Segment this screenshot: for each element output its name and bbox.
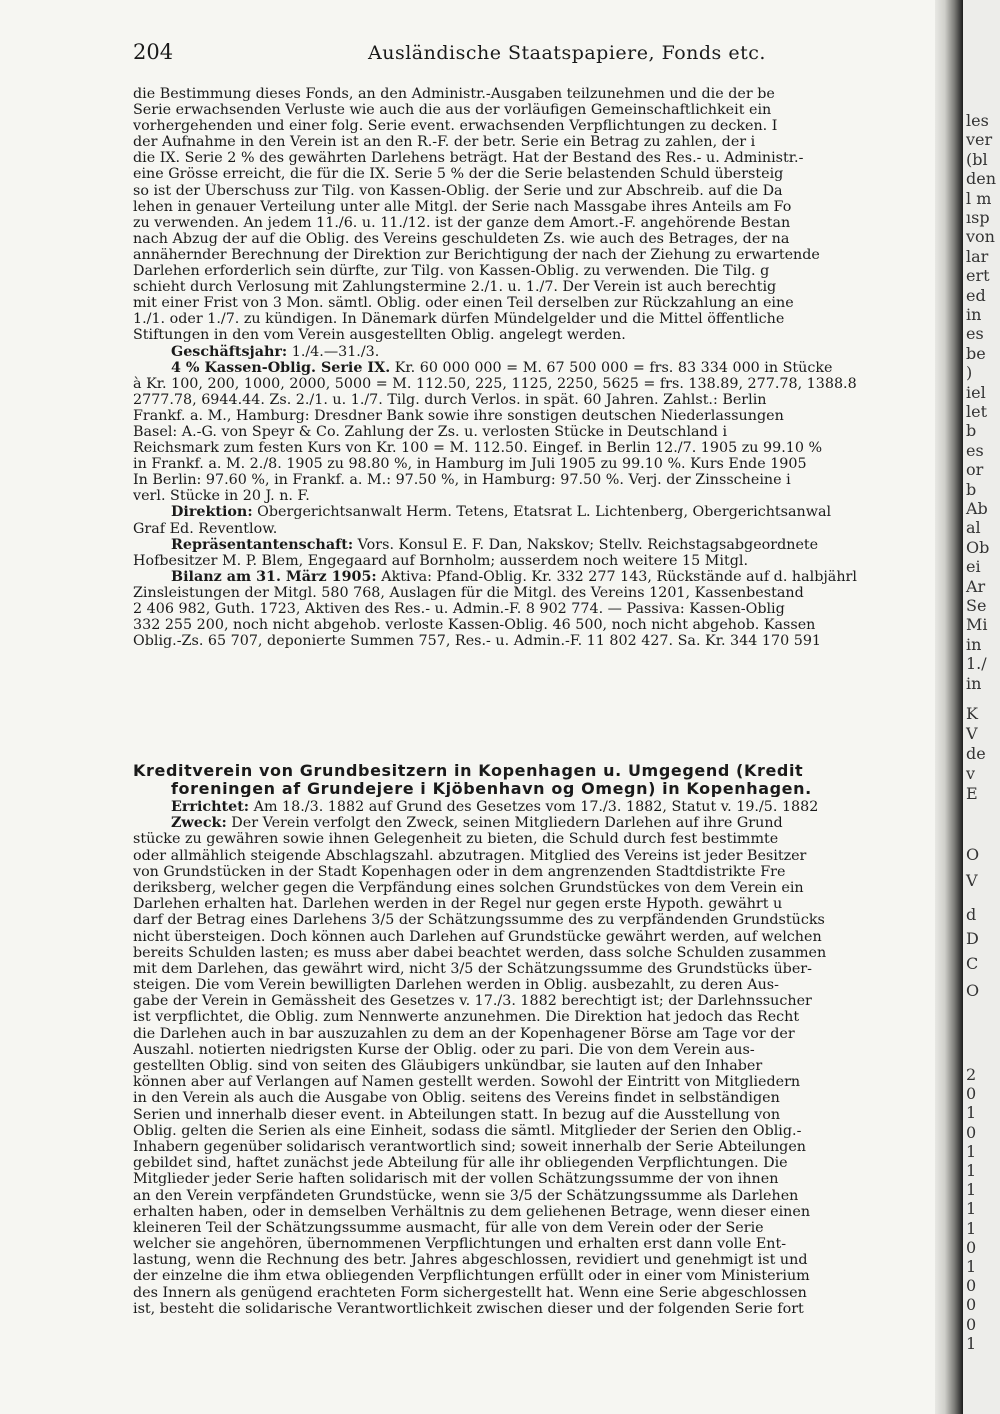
- line-text: kleineren Teil der Schätzungssumme ausmacht, für alle von dem Verein oder der Serie: [133, 1219, 764, 1236]
- text-line: [133, 1058, 933, 1074]
- text-line: [133, 215, 933, 231]
- line-text: oder allmählich steigende Abschlagszahl. abzutragen. Mitglied des Vereins ist jeder Besitzer: [133, 847, 807, 864]
- line-text: eine Grösse erreicht, die für die IX. Serie 5 % der die Serie belastenden Schuld übersteig: [133, 166, 784, 183]
- text-line: [133, 1220, 933, 1236]
- text-line: [133, 1090, 933, 1106]
- line-text: des Innern als genügend erachteten Form sichergestellt hat. Wenn eine Serie abgeschlossen: [133, 1284, 807, 1301]
- adjacent-page-fragment: ert: [966, 266, 990, 286]
- line-text: à Kr. 100, 200, 1000, 2000, 5000 = M. 112.50, 225, 1125, 2250, 5625 = frs. 138.89, 277.78, 1388.8: [133, 375, 857, 392]
- adjacent-page-fragment: 1: [966, 1257, 977, 1276]
- adjacent-page-fragment: Ab: [966, 499, 988, 518]
- line-text: Vors. Konsul E. F. Dan, Nakskov; Stellv. Reichstagsabgeordnete: [353, 536, 819, 553]
- line-text: 1./1. oder 1./7. zu kündigen. In Dänemark dürfen Mündelgelder und die Mittel öffentliche: [133, 311, 785, 328]
- adjacent-page-fragment: es: [966, 440, 984, 460]
- text-line: [133, 488, 933, 504]
- adjacent-page-fragment: C: [966, 954, 979, 973]
- line-text: welcher sie angehören, übernommenen Verpflichtungen und erhalten erst dann volle Ent-: [133, 1236, 787, 1253]
- text-line: [133, 537, 933, 553]
- text-line: [133, 263, 933, 279]
- adjacent-page-fragment: al: [966, 518, 981, 538]
- adjacent-page-fragment: 2: [966, 1065, 977, 1084]
- text-line: [133, 279, 933, 295]
- line-text: Kr. 60 000 000 = M. 67 500 000 = frs. 83 334 000 in Stücke: [390, 359, 833, 376]
- text-line: [133, 102, 933, 118]
- text-line: [133, 569, 933, 585]
- line-text: Aktiva: Pfand-Oblig. Kr. 332 277 143, Rückstände auf d. halbjährl: [376, 568, 857, 585]
- text-line: [133, 295, 933, 311]
- text-line: [133, 456, 933, 472]
- heading-line: Kreditverein von Grundbesitzern in Kopenhagen u. Umgegend (Kredit: [133, 762, 804, 780]
- adjacent-page-fragment: 0: [966, 1237, 977, 1257]
- line-text: nach Abzug der auf die Oblig. des Vereins geschuldeten Zs. wie auch des Betrages, der na: [133, 230, 790, 247]
- text-line: [133, 912, 933, 928]
- line-text: Basel: A.-G. von Speyr & Co. Zahlung der Zs. u. verlosten Stücke in Deutschland i: [133, 423, 728, 440]
- line-text: Oblig. gelten die Serien als eine Einheit, sodass die sämtl. Mitglieder der Serien den Oblig.-: [133, 1122, 802, 1139]
- line-text: die IX. Serie 2 % des gewährten Darlehens beträgt. Hat der Bestand des Res.- u. Administr.-: [133, 150, 804, 167]
- text-line: [133, 1252, 933, 1268]
- text-line: [133, 86, 933, 102]
- line-text: Obergerichtsanwalt Herm. Tetens, Etatsrat L. Lichtenberg, Obergerichtsanwal: [252, 504, 832, 521]
- line-text: Der Verein verfolgt den Zweck, seinen Mitgliedern Darlehen auf ihre Grund: [226, 815, 783, 832]
- adjacent-page-fragment: in: [966, 305, 982, 324]
- adjacent-page-fragment: or: [966, 460, 984, 480]
- text-line: [133, 1107, 933, 1123]
- text-line: [133, 1042, 933, 1058]
- entry-lead-term: Repräsentantenschaft:: [171, 536, 354, 553]
- adjacent-page-fragment: K: [966, 704, 978, 723]
- line-text: die Bestimmung dieses Fonds, an den Administr.-Ausgaben teilzunehmen und die der be: [133, 86, 775, 102]
- text-line: [133, 183, 933, 199]
- text-line: [133, 408, 933, 424]
- text-line: [133, 848, 933, 864]
- line-text: Zinsleistungen der Mitgl. 580 768, Auslagen für die Mitgl. des Vereins 1201, Kassenbestand: [133, 584, 804, 601]
- text-line: [133, 1236, 933, 1252]
- text-line: [133, 1074, 933, 1090]
- text-line: [133, 521, 933, 537]
- line-text: mit dem Darlehen, das gewährt wird, nicht 3/5 der Schätzungssumme des Grundstücks über-: [133, 960, 812, 977]
- adjacent-page-fragment: 1./: [966, 654, 987, 674]
- line-text: in Frankf. a. M. 2./8. 1905 zu 98.80 %, in Hamburg im Juli 1905 zu 99.10 %. Kurs Ende 1905: [133, 456, 807, 473]
- adjacent-page-fragment: b: [966, 421, 977, 441]
- text-line: [133, 1009, 933, 1025]
- text-line: [133, 617, 933, 633]
- adjacent-page-fragment: in: [966, 673, 982, 693]
- line-text: mit einer Frist von 3 Mon. sämtl. Oblig. oder einen Teil derselben zur Rückzahlung an eine: [133, 295, 794, 312]
- text-line: [133, 977, 933, 993]
- line-text: die Darlehen auch in bar auszuzahlen zu dem an der Kopenhagener Börse am Tage vor der: [133, 1025, 795, 1042]
- line-text: Darlehen erhalten hat. Darlehen werden in der Regel nur gegen erste Hypoth. gewährt u: [133, 896, 783, 913]
- adjacent-page-fragment: d: [966, 905, 977, 924]
- line-text: zu verwenden. An jedem 11./6. u. 11./12. ist der ganze dem Amort.-F. angehörende Bestan: [133, 214, 791, 231]
- line-text: können aber auf Verlangen auf Namen gestellt werden. Sowohl der Eintritt von Mitgliedern: [133, 1074, 801, 1091]
- text-line: [133, 831, 933, 847]
- line-text: deriksberg, welcher gegen die Verpfändung eines solchen Grundstückes von dem Verein ein: [133, 879, 804, 896]
- book-gutter-shadow: [935, 0, 963, 1414]
- running-title: Ausländische Staatspapiere, Fonds etc.: [368, 42, 766, 64]
- text-line: [133, 553, 933, 569]
- line-text: der einzelne die ihm etwa obliegenden Verpflichtungen erfüllt oder in einer vom Ministerium: [133, 1268, 810, 1285]
- adjacent-page-fragment: 1: [966, 1218, 977, 1238]
- text-line: [133, 799, 933, 815]
- line-text: ist, besteht die solidarische Verantwortlichkeit zwischen dieser und der folgenden Serie fort: [133, 1300, 804, 1317]
- adjacent-page-fragment: ısp: [966, 208, 990, 227]
- section-text-kreditverein: [133, 799, 933, 1317]
- text-line: [133, 327, 933, 343]
- adjacent-page-fragment: let: [966, 402, 988, 421]
- adjacent-page-fragment: lar: [966, 246, 989, 266]
- adjacent-page-fragment: ed: [966, 285, 986, 305]
- text-line: [133, 376, 933, 392]
- adjacent-page-fragment: Se: [966, 596, 987, 615]
- adjacent-page-fragment: in: [966, 634, 982, 654]
- line-text: Auszahl. notierten niedrigsten Kurse der Oblig. oder zu pari. Die von dem Verein aus-: [133, 1041, 755, 1058]
- text-line: [133, 118, 933, 134]
- text-line: [133, 601, 933, 617]
- line-text: so ist der Überschuss zur Tilg. von Kassen-Oblig. der Serie und zur Abschreib. auf die Da: [133, 182, 783, 199]
- adjacent-page-fragment: es: [966, 324, 984, 344]
- text-line: [133, 1155, 933, 1171]
- line-text: steigen. Die vom Verein bewilligten Darlehen werden in Oblig. ausbezahlt, zu deren Aus-: [133, 977, 779, 994]
- adjacent-page-fragment: les: [966, 111, 989, 130]
- line-text: Mitglieder jeder Serie haften solidarisch mit der vollen Schätzungssumme der von ihnen: [133, 1171, 779, 1188]
- line-text: Hofbesitzer M. P. Blem, Engegaard auf Bornholm; ausserdem noch weitere 15 Mitgl.: [133, 552, 749, 569]
- line-text: an den Verein verpfändeten Grundstücke, wenn sie 3/5 der Schätzungssumme als Darlehen: [133, 1187, 799, 1204]
- line-text: Am 18./3. 1882 auf Grund des Gesetzes vom 17./3. 1882, Statut v. 19./5. 1882: [249, 799, 819, 815]
- adjacent-page-fragment: 1: [966, 1161, 977, 1180]
- line-text: lastung, wenn die Rechnung des betr. Jahres abgeschlossen, revidiert und genehmigt ist und: [133, 1252, 808, 1269]
- adjacent-page-fragment: v: [966, 764, 976, 783]
- adjacent-page-fragment: de: [966, 744, 986, 763]
- entry-lead-term: Direktion:: [171, 504, 253, 521]
- adjacent-page-fragment: 1: [966, 1333, 977, 1353]
- line-text: Graf Ed. Reventlow.: [133, 520, 278, 537]
- line-text: In Berlin: 97.60 %, in Frankf. a. M.: 97.50 %, in Hamburg: 97.50 %. Verj. der Zinsscheine i: [133, 472, 791, 489]
- text-line: [133, 199, 933, 215]
- adjacent-page-fragment: iel: [966, 382, 986, 402]
- adjacent-page-fragment: 1: [966, 1141, 977, 1161]
- entry-lead-term: Zweck:: [171, 815, 227, 832]
- line-text: 1./4.—31./3.: [287, 343, 380, 360]
- text-line: [133, 1171, 933, 1187]
- line-text: darf der Betrag eines Darlehens 3/5 der Schätzungssumme des zu verpfändenden Grundstücks: [133, 912, 825, 929]
- line-text: gebildet sind, haftet zunächst jede Abteilung für alle ihr obliegenden Verpflichtungen. Die: [133, 1155, 788, 1172]
- adjacent-page-fragment: 1: [966, 1180, 977, 1200]
- text-line: [133, 815, 933, 831]
- adjacent-page-fragment: ei: [966, 557, 981, 577]
- text-line: [133, 1268, 933, 1284]
- line-text: erhalten haben, oder in demselben Verhältnis zu dem geliehenen Betrage, wenn dieser einen: [133, 1203, 811, 1220]
- line-text: der Aufnahme in den Verein ist an den R.-F. der betr. Serie ein Betrag zu zahlen, der i: [133, 134, 756, 151]
- line-text: Serien und innerhalb dieser event. in Abteilungen statt. In bezug auf die Ausstellung von: [133, 1106, 781, 1123]
- text-line: [133, 440, 933, 456]
- adjacent-page-fragment: 0: [966, 1276, 977, 1296]
- line-text: Darlehen erforderlich sein dürfte, zur Tilg. von Kassen-Oblig. zu verwenden. Die Tilg. g: [133, 263, 770, 280]
- text-line: [133, 945, 933, 961]
- text-line: [133, 585, 933, 601]
- line-text: nicht übersteigen. Doch können auch Darlehen auf Grundstücke gewährt werden, auf welchen: [133, 928, 822, 945]
- adjacent-page-fragment: b: [966, 479, 977, 499]
- entry-lead-term: Errichtet:: [171, 799, 250, 815]
- entry-lead-term: 4 % Kassen-Oblig. Serie IX.: [171, 359, 391, 376]
- line-text: Stiftungen in den vom Verein ausgestellten Oblig. angelegt werden.: [133, 327, 626, 344]
- text-line: [133, 961, 933, 977]
- adjacent-page-fragment: O: [966, 845, 980, 864]
- text-line: [133, 1204, 933, 1220]
- adjacent-page-fragment: Mi: [966, 615, 988, 635]
- text-line: [133, 880, 933, 896]
- text-line: [133, 864, 933, 880]
- line-text: 332 255 200, noch nicht abgehob. verloste Kassen-Oblig. 46 500, noch nicht abgehob. Kassen: [133, 617, 816, 634]
- adjacent-page-fragment: 1: [966, 1103, 977, 1123]
- adjacent-page-fragment: D: [966, 929, 979, 948]
- line-text: verl. Stücke in 20 J. n. F.: [133, 488, 310, 505]
- line-text: gestellten Oblig. sind von seiten des Gläubigers unkündbar, sie lauten auf den Inhaber: [133, 1058, 763, 1074]
- heading-line: foreningen af Grundejere i Kjöbenhavn og Omegn) in Kopenhagen.: [171, 779, 812, 797]
- adjacent-page-fragment: (bl: [966, 149, 988, 169]
- text-line: [133, 1188, 933, 1204]
- text-line: [133, 1123, 933, 1139]
- line-text: ist verpflichtet, die Oblig. zum Nennwerte anzunehmen. Die Direktion hat jedoch das Recht: [133, 1009, 800, 1026]
- line-text: Frankf. a. M., Hamburg: Dresdner Bank sowie ihre sonstigen deutschen Niederlassungen: [133, 407, 784, 424]
- text-line: [133, 424, 933, 440]
- adjacent-page-fragment: E: [966, 784, 978, 803]
- adjacent-page-fragment: V: [966, 871, 978, 890]
- line-text: Oblig.-Zs. 65 707, deponierte Summen 757, Res.- u. Admin.-F. 11 802 427. Sa. Kr. 344 170 591: [133, 633, 822, 650]
- adjacent-page-fragment: 0: [966, 1314, 977, 1334]
- line-text: in den Verein als auch die Ausgabe von Oblig. seitens des Vereins findet in selbständigen: [133, 1090, 780, 1107]
- line-text: Reichsmark zum festen Kurs von Kr. 100 = M. 112.50. Eingef. in Berlin 12./7. 1905 zu 99.10 %: [133, 440, 823, 457]
- text-line: [133, 1285, 933, 1301]
- adjacent-page-fragment: 0: [966, 1122, 977, 1142]
- section-heading: [133, 762, 935, 797]
- text-line: [133, 344, 933, 360]
- line-text: bereits Schulden lasten; es muss aber dabei beachtet werden, dass solche Schulden zusammen: [133, 944, 827, 961]
- line-text: annähernder Berechnung der Direktion zur Berichtigung der nach der Ziehung zu erwartende: [133, 246, 820, 263]
- text-line: [133, 896, 933, 912]
- page-header: [133, 40, 933, 72]
- entry-lead-term: Geschäftsjahr:: [171, 343, 288, 360]
- line-text: gabe der Verein in Gemässheit des Gesetzes v. 17./3. 1882 berechtigt ist; der Darlehnssucher: [133, 993, 812, 1010]
- text-line: [133, 472, 933, 488]
- text-line: [133, 247, 933, 263]
- line-text: 2777.78, 6944.44. Zs. 2./1. u. 1./7. Tilg. durch Verlos. in spät. 60 Jahren. Zahlst.: Berlin: [133, 391, 767, 408]
- line-text: Inhabern gegenüber solidarisch verantwortlich sind; soweit innerhalb der Serie Abteilungen: [133, 1138, 807, 1155]
- text-line: [133, 150, 933, 166]
- text-line: [133, 993, 933, 1009]
- text-line: [133, 231, 933, 247]
- adjacent-page-edge: [963, 0, 1000, 1414]
- line-text: stücke zu gewähren sowie ihnen Gelegenheit zu bieten, die Schuld durch fest bestimmte: [133, 831, 779, 848]
- adjacent-page-fragment: Ar: [966, 576, 986, 596]
- text-line: [133, 1139, 933, 1155]
- text-line: [133, 166, 933, 182]
- line-text: 2 406 982, Guth. 1723, Aktiven des Res.- u. Admin.-F. 8 902 774. — Passiva: Kassen-Oblig: [133, 601, 785, 617]
- adjacent-page-fragment: ver: [966, 130, 993, 150]
- page-number: 204: [133, 40, 174, 64]
- adjacent-page-fragment: 0: [966, 1084, 977, 1104]
- adjacent-page-fragment: ): [966, 363, 973, 383]
- line-text: lehen in genauer Verteilung unter alle Mitgl. der Serie nach Massgabe ihres Anteils am Fo: [133, 198, 792, 215]
- text-line: [133, 929, 933, 945]
- adjacent-page-fragment: be: [966, 343, 986, 363]
- adjacent-page-fragment: 0: [966, 1295, 977, 1315]
- text-line: [133, 1301, 933, 1317]
- line-text: Serie erwachsenden Verluste wie auch die aus der vorläufigen Gemeinschaftlichkeit ein: [133, 102, 772, 119]
- adjacent-page-fragment: V: [966, 724, 978, 743]
- text-line: [133, 360, 933, 376]
- adjacent-page-fragment: von: [966, 227, 995, 247]
- text-line: [133, 1026, 933, 1042]
- adjacent-page-fragment: l m: [966, 188, 992, 208]
- text-line: [133, 504, 933, 520]
- section-text-previous-entry: [133, 86, 933, 649]
- line-text: vorhergehenden und einer folg. Serie event. erwachsenden Verpflichtungen zu decken. I: [133, 118, 778, 135]
- line-text: von Grundstücken in der Stadt Kopenhagen oder in dem angrenzenden Stadtdistrikte Fre: [133, 863, 786, 880]
- text-line: [133, 134, 933, 150]
- text-line: [133, 311, 933, 327]
- text-line: [133, 392, 933, 408]
- adjacent-page-fragment: 1: [966, 1199, 977, 1219]
- line-text: schieht durch Verlosung mit Zahlungstermine 2./1. u. 1./7. Der Verein ist auch berechtig: [133, 279, 777, 296]
- adjacent-page-fragment: O: [966, 981, 980, 1000]
- adjacent-page-fragment: den: [966, 169, 997, 189]
- entry-lead-term: Bilanz am 31. März 1905:: [171, 568, 377, 585]
- adjacent-page-fragment: Ob: [966, 537, 990, 557]
- text-line: [133, 633, 933, 649]
